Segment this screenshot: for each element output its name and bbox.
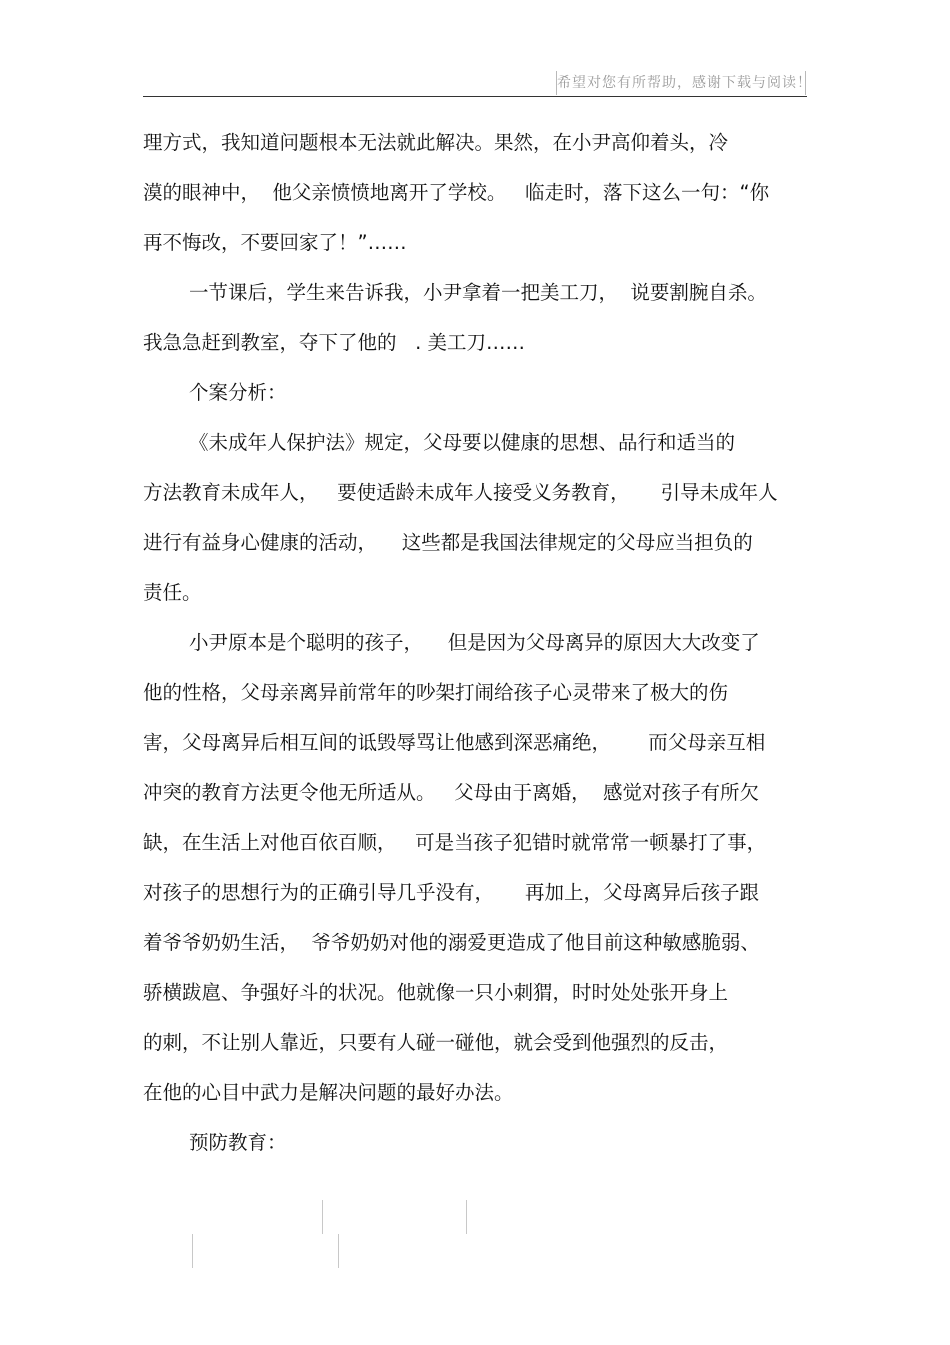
text-line: 骄横跋扈、争强好斗的状况。他就像一只小刺猬，时时处处张开身上 — [143, 981, 729, 1004]
text-line: 进行有益身心健康的活动， 这些都是我国法律规定的父母应当担负的 — [143, 531, 753, 554]
text-line: 漠的眼神中， 他父亲愤愤地离开了学校。 临走时，落下这么一句：“你 — [143, 181, 770, 204]
text-line: 害，父母离异后相互间的诋毁辱骂让他感到深恶痛绝， 而父母亲互相 — [143, 731, 766, 754]
text-line: 缺，在生活上对他百依百顺， 可是当孩子犯错时就常常一顿暴打了事， — [143, 831, 767, 854]
section-heading: 预防教育： — [189, 1131, 287, 1154]
section-heading: 个案分析： — [189, 381, 287, 404]
text-line: 小尹原本是个聪明的孩子， 但是因为父母离异的原因大大改变了 — [189, 631, 760, 654]
text-line: 他的性格，父母亲离异前常年的吵架打闹给孩子心灵带来了极大的伤 — [143, 681, 729, 704]
body-text — [143, 118, 823, 1168]
text-line: 冲突的教育方法更令他无所适从。 父母由于离婚， 感觉对孩子有所欠 — [143, 781, 759, 804]
header-rule — [143, 96, 807, 97]
artifact-line — [322, 1200, 323, 1234]
text-line: 方法教育未成年人， 要使适龄未成年人接受义务教育， 引导未成年人 — [143, 481, 778, 504]
text-line: 对孩子的思想行为的正确引导几乎没有， 再加上，父母离异后孩子跟 — [143, 881, 759, 904]
text-line: 责任。 — [143, 581, 202, 604]
text-line: 在他的心目中武力是解决问题的最好办法。 — [143, 1081, 514, 1104]
artifact-line — [466, 1200, 467, 1234]
text-line: 着爷爷奶奶生活， 爷爷奶奶对他的溺爱更造成了他目前这种敏感脆弱、 — [143, 931, 760, 954]
text-line: 一节课后，学生来告诉我，小尹拿着一把美工刀， 说要割腕自杀。 — [189, 281, 767, 304]
header-banner: 希望对您有所帮助，感谢下载与阅读！ — [556, 71, 806, 95]
artifact-line — [338, 1234, 339, 1268]
text-line: 理方式，我知道问题根本无法就此解决。果然，在小尹高仰着头，冷 — [143, 131, 729, 154]
text-line: 再不悔改，不要回家了！”…… — [143, 231, 407, 254]
artifact-line — [192, 1234, 193, 1268]
text-line: 《未成年人保护法》规定，父母要以健康的思想、品行和适当的 — [189, 431, 736, 454]
text-line: 我急急赶到教室，夺下了他的 . 美工刀…… — [143, 331, 525, 354]
text-line: 的刺，不让别人靠近，只要有人碰一碰他，就会受到他强烈的反击， — [143, 1031, 729, 1054]
